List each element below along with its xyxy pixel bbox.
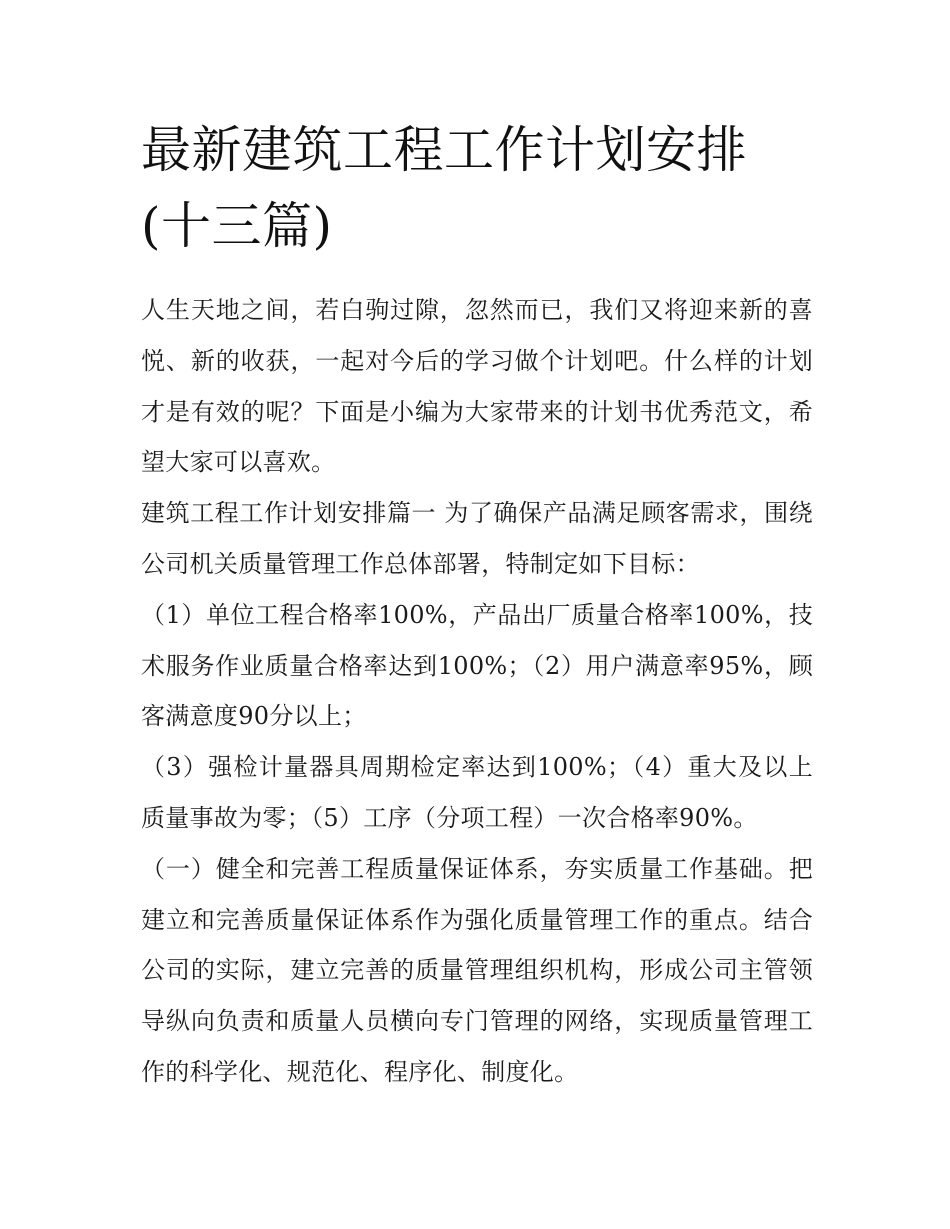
targets-paragraph-2: （3）强检计量器具周期检定率达到100%；（4）重大及以上质量事故为零；（5）工序（分项工程）一次合格率90%。 — [141, 753, 813, 832]
intro-paragraph: 人生天地之间，若白驹过隙，忽然而已，我们又将迎来新的喜悦、新的收获，一起对今后的学习做个计划吧。什么样的计划才是有效的呢？下面是小编为大家带来的计划书优秀范文，希望大家可以喜欢。 — [141, 296, 813, 477]
document-page — [141, 112, 813, 1098]
targets-paragraph-1: （1）单位工程合格率100%，产品出厂质量合格率100%，技术服务作业质量合格率达到100%；（2）用户满意率95%，顾客满意度90分以上； — [141, 600, 813, 731]
quality-system-paragraph: （一）健全和完善工程质量保证体系，夯实质量工作基础。把建立和完善质量保证体系作为强化质量管理工作的重点。结合公司的实际，建立完善的质量管理组织机构，形成公司主管领导纵向负责和质量人员横向专门管理的网络，实现质量管理工作的科学化、规范化、程序化、制度化。 — [141, 854, 813, 1086]
document-title: 最新建筑工程工作计划安排(十三篇) — [141, 121, 747, 255]
document-body — [141, 285, 813, 1098]
section-one-intro-paragraph: 建筑工程工作计划安排篇一 为了确保产品满足顾客需求，围绕公司机关质量管理工作总体部署，特制定如下目标： — [141, 499, 813, 578]
